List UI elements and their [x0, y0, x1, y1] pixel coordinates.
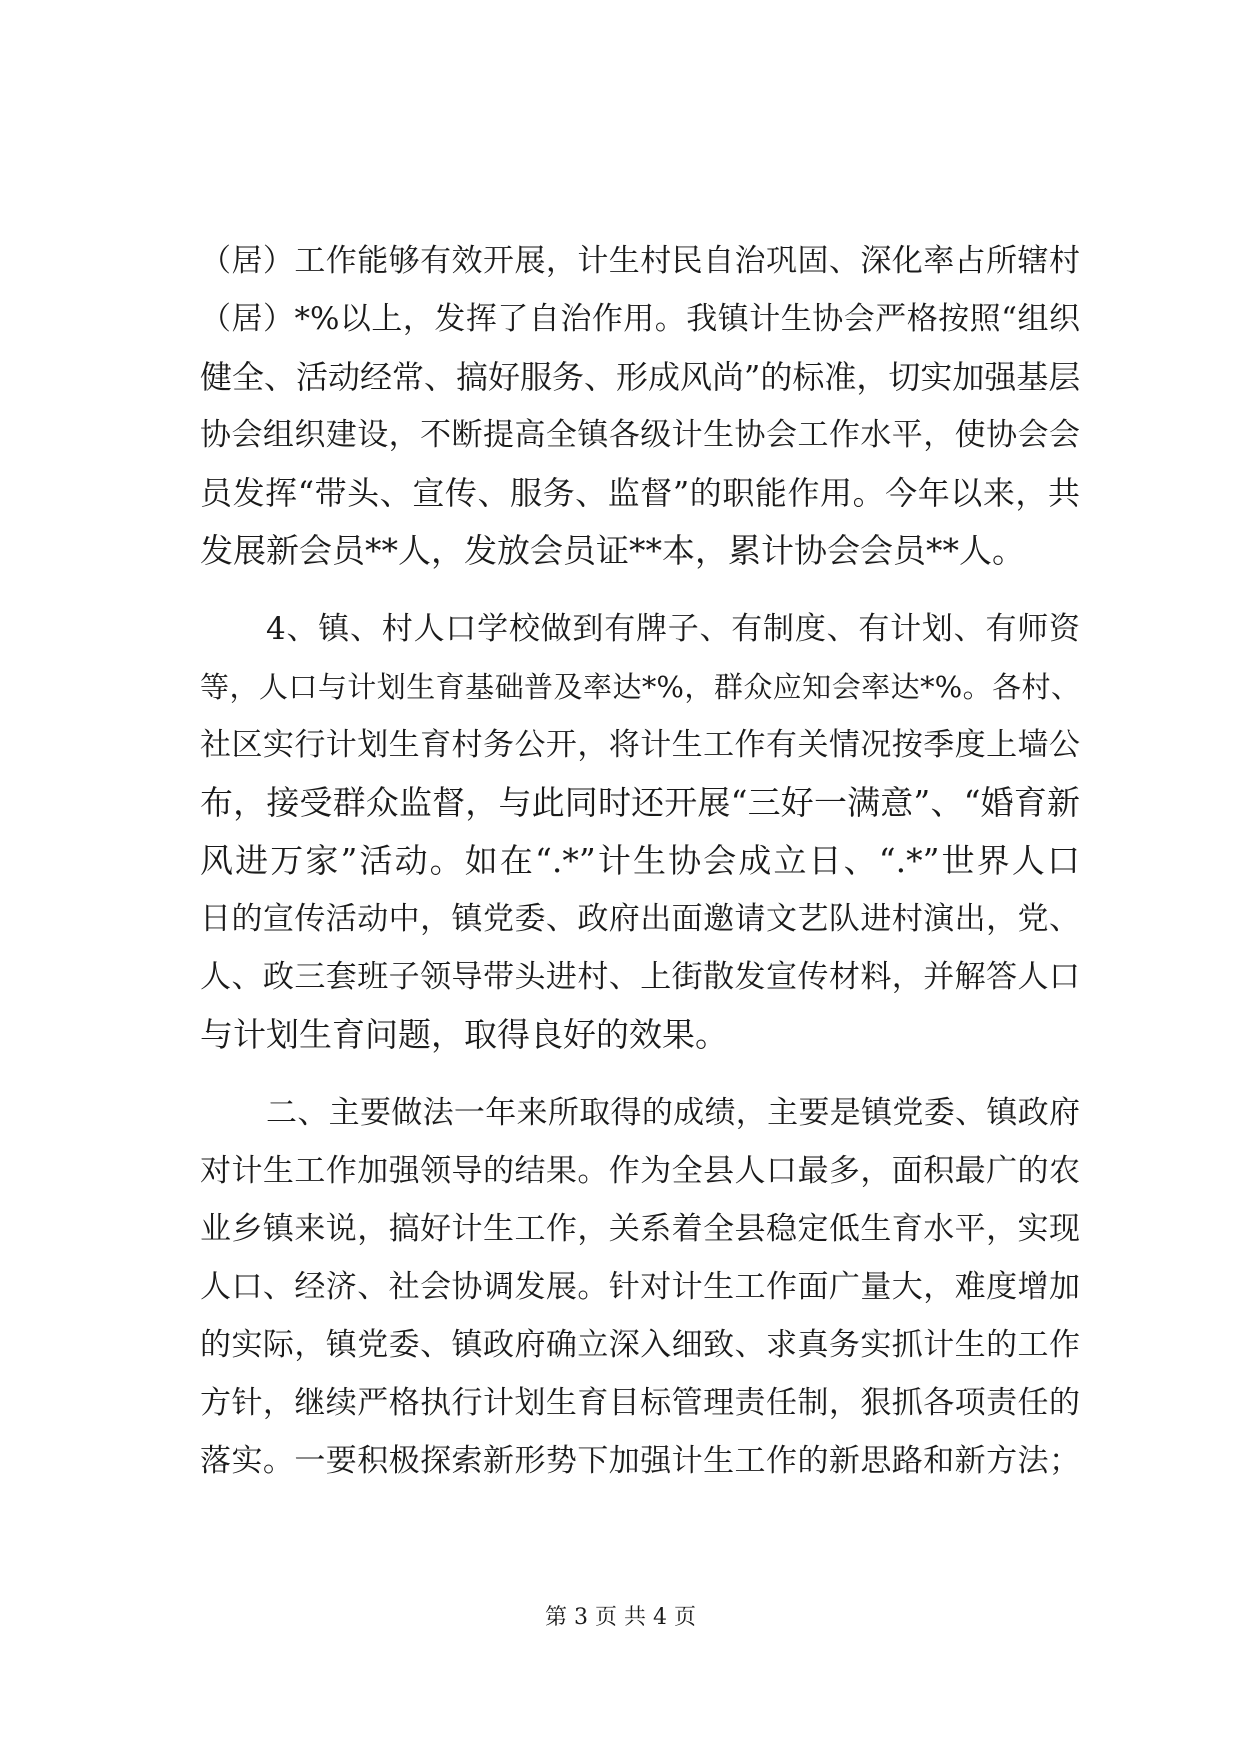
text-line: 员发挥“带头、宣传、服务、监督”的职能作用。今年以来，共	[200, 474, 1080, 512]
text-line: （居）*%以上，发挥了自治作用。我镇计生协会严格按照“组织	[200, 301, 1080, 337]
text-line: 人、政三套班子领导带头进村、上街散发宣传材料，并解答人口	[200, 959, 1080, 995]
paragraph-3	[200, 1084, 1080, 1490]
text-line: 与计划生育问题，取得良好的效果。	[200, 1015, 728, 1054]
text-line: 二、主要做法一年来所取得的成绩，主要是镇党委、镇政府	[266, 1095, 1080, 1131]
body-text	[200, 232, 1080, 1490]
text-line: 等，人口与计划生育基础普及率达*%，群众应知会率达*%。各村、	[200, 670, 1080, 704]
paragraph-1	[200, 232, 1080, 580]
text-line: 人口、经济、社会协调发展。针对计生工作面广量大，难度增加	[200, 1269, 1080, 1305]
text-line: 落实。一要积极探索新形势下加强计生工作的新思路和新方法；	[200, 1443, 1080, 1479]
text-line: 对计生工作加强领导的结果。作为全县人口最多，面积最广的农	[200, 1153, 1080, 1189]
text-line: 的实际，镇党委、镇政府确立深入细致、求真务实抓计生的工作	[200, 1327, 1080, 1363]
text-line: 发展新会员**人，发放会员证**本，累计协会会员**人。	[200, 531, 1025, 570]
text-line: 布，接受群众监督，与此同时还开展“三好一满意”、“婚育新	[200, 783, 1080, 822]
text-line: 4、镇、村人口学校做到有牌子、有制度、有计划、有师资	[266, 611, 1080, 647]
text-line: 方针，继续严格执行计划生育目标管理责任制，狠抓各项责任的	[200, 1385, 1080, 1421]
text-line: 业乡镇来说，搞好计生工作，关系着全县稳定低生育水平，实现	[200, 1211, 1080, 1247]
text-line: （居）工作能够有效开展，计生村民自治巩固、深化率占所辖村	[200, 243, 1080, 279]
text-line: 风进万家”活动。如在“.*”计生协会成立日、“.*”世界人口	[200, 841, 1080, 880]
text-line: 日的宣传活动中，镇党委、政府出面邀请文艺队进村演出，党、	[200, 901, 1080, 937]
text-line: 社区实行计划生育村务公开，将计生工作有关情况按季度上墙公	[200, 727, 1080, 763]
text-line: 协会组织建设，不断提高全镇各级计生协会工作水平，使协会会	[200, 417, 1080, 453]
paragraph-2	[200, 600, 1080, 1064]
text-line: 健全、活动经常、搞好服务、形成风尚”的标准，切实加强基层	[200, 358, 1081, 396]
page-number-footer: 第 3 页 共 4 页	[545, 1605, 696, 1630]
